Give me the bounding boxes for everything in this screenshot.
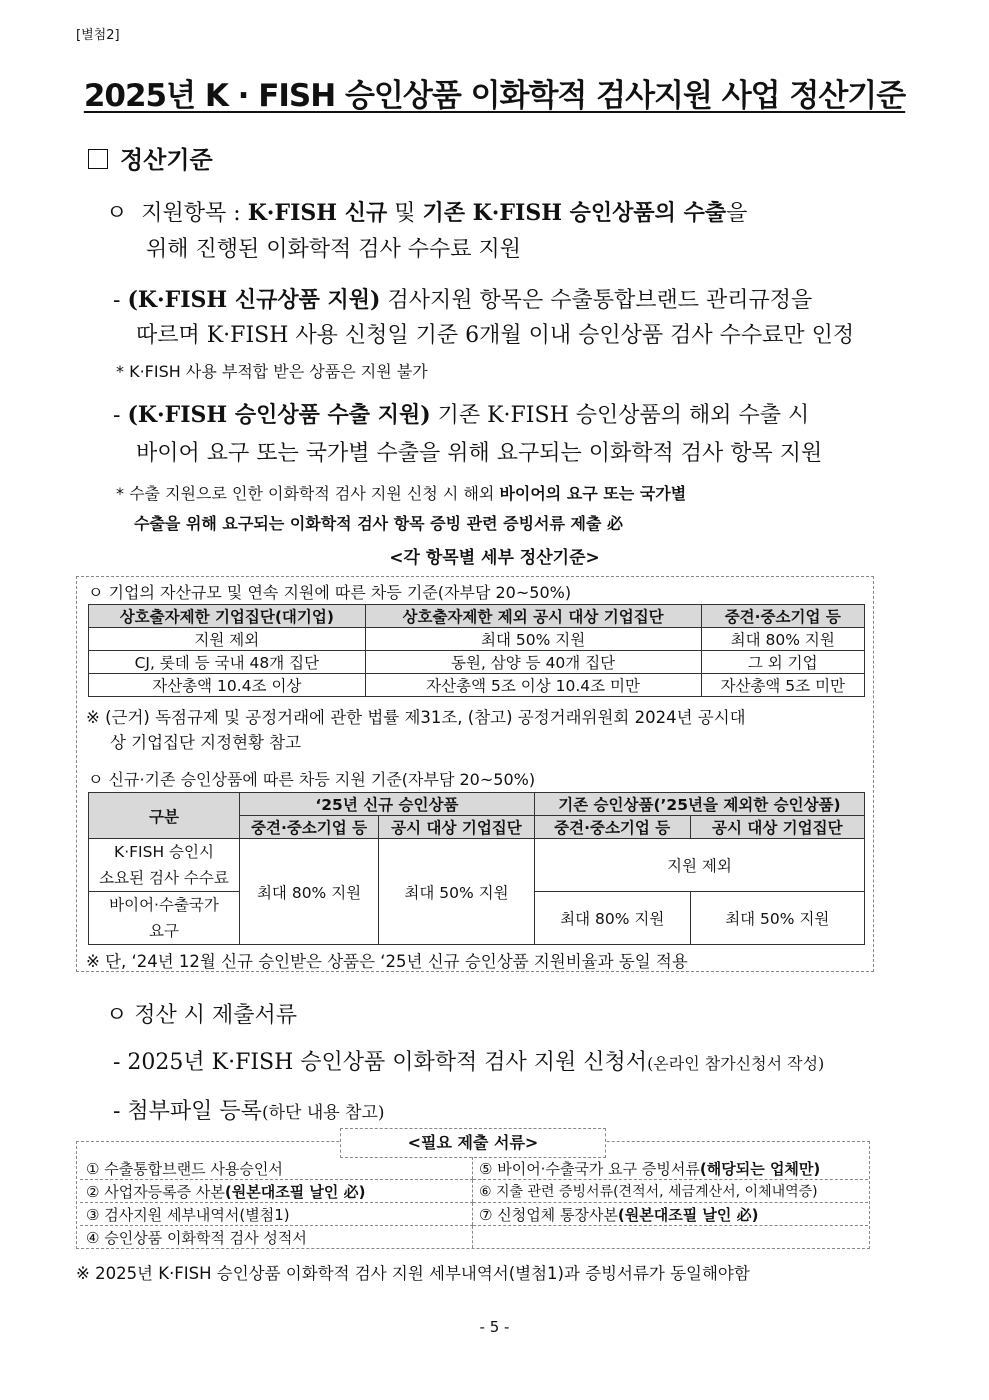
subheader-new-public: 공시 대상 기업집단 — [379, 816, 535, 839]
export-product-note-line2: 수출을 위해 요구되는 이화학적 검사 항목 증빙 관련 증빙서류 제출 必 — [134, 514, 624, 533]
page-title: 2025년 K · FISH 승인상품 이화학적 검사지원 사업 정산기준 — [83, 78, 906, 114]
section-heading — [88, 140, 213, 175]
required-docs-heading: <필요 제출 서류> — [340, 1128, 606, 1158]
required-docs-table — [80, 1157, 868, 1248]
final-note: ※ 2025년 K·FISH 승인상품 이화학적 검사 지원 세부내역서(별첨1)과 증빙서류가 동일해야함 — [76, 1264, 750, 1283]
table-row: ④ 승인상품 이화학적 검사 성적서 — [80, 1226, 868, 1249]
new-product-note: * K·FISH 사용 부적합 받은 상품은 지원 불가 — [116, 362, 428, 381]
table-row: 자산총액 10.4조 이상 자산총액 5조 이상 10.4조 미만 자산총액 5조 미만 — [89, 674, 865, 697]
header-new-products: ‘25년 신규 승인상품 — [240, 793, 535, 816]
new-product-line2: 따르며 K·FISH 사용 신청일 기준 6개월 이내 승인상품 검사 수수료만 인정 — [136, 323, 855, 348]
header-category: 구분 — [89, 793, 240, 839]
export-product-line2: 바이어 요구 또는 국가별 수출을 위해 요구되는 이화학적 검사 항목 지원 — [136, 441, 823, 466]
asset-note-line2: 상 기업집단 지정현황 참고 — [110, 733, 302, 752]
header-public-group: 상호출자제한 제외 공시 대상 기업집단 — [365, 605, 701, 628]
header-large-group: 상호출자제한 기업집단(대기업) — [89, 605, 366, 628]
new-sme-value: 최대 80% 지원 — [240, 839, 379, 945]
subheader-old-sme: 중견·중소기업 등 — [534, 816, 690, 839]
subheader-old-public: 공시 대상 기업집단 — [690, 816, 864, 839]
product-criteria-heading: ㅇ 신규·기존 승인상품에 따른 차등 지원 기준(자부담 20~50%) — [88, 770, 536, 789]
table-row: ① 수출통합브랜드 사용승인서 ⑤ 바이어·수출국가 요구 증빙서류(해당되는 업체만) — [80, 1157, 868, 1180]
old-row1-value: 지원 제외 — [534, 839, 864, 892]
new-public-value: 최대 50% 지원 — [379, 839, 535, 945]
page-number: - 5 - — [479, 1318, 510, 1336]
section-title: 정산기준 — [120, 146, 213, 174]
asset-criteria-table — [88, 604, 865, 697]
table-row: ② 사업자등록증 사본(원본대조필 날인 必) ⑥ 지출 관련 증빙서류(견적서, 세금계산서, 이체내역증) — [80, 1180, 868, 1203]
old-row2-sme-value: 최대 80% 지원 — [534, 892, 690, 945]
detail-heading: <각 항목별 세부 정산기준> — [389, 548, 600, 568]
table-row: ③ 검사지원 세부내역서(별첨1) ⑦ 신청업체 통장사본(원본대조필 날인 必) — [80, 1203, 868, 1226]
asset-note-line1: ※ (근거) 독점규제 및 공정거래에 관한 법률 제31조, (참고) 공정거래위원회 2024년 공시대 — [86, 708, 746, 727]
product-criteria-note: ※ 단, ‘24년 12월 신규 승인받은 상품은 ‘25년 신규 승인상품 지원비율과 동일 적용 — [86, 952, 688, 971]
row-label-buyer-request: 바이어·수출국가 요구 — [89, 892, 240, 945]
header-existing-products: 기존 승인상품(’25년을 제외한 승인상품) — [534, 793, 864, 816]
old-row2-public-value: 최대 50% 지원 — [690, 892, 864, 945]
product-criteria-table — [88, 792, 865, 945]
subheader-new-sme: 중견·중소기업 등 — [240, 816, 379, 839]
asset-criteria-heading: ㅇ 기업의 자산규모 및 연속 지원에 따른 차등 기준(자부담 20~50%) — [88, 583, 572, 602]
header-sme: 중견·중소기업 등 — [701, 605, 864, 628]
export-product-note-line1: * 수출 지원으로 인한 이화학적 검사 지원 신청 시 해외 바이어의 요구 또는 국가별 — [116, 484, 687, 503]
new-product-line1: - (K·FISH 신규상품 지원) 검사지원 항목은 수출통합브랜드 관리규정을 — [113, 287, 813, 313]
table-row: 지원 제외 최대 50% 지원 최대 80% 지원 — [89, 628, 865, 651]
table-row — [89, 839, 865, 892]
settlement-doc-item2: - 첨부파일 등록(하단 내용 참고) — [113, 1099, 385, 1124]
table-row: CJ, 롯데 등 국내 48개 집단 동원, 삼양 등 40개 집단 그 외 기업 — [89, 651, 865, 674]
checkbox-square-icon — [88, 149, 108, 169]
support-item-line1: ㅇ 지원항목 : K·FISH 신규 및 기존 K·FISH 승인상품의 수출을 — [106, 200, 748, 226]
row-label-approval-fee: K·FISH 승인시 소요된 검사 수수료 — [89, 839, 240, 892]
table-header-row — [89, 605, 865, 628]
settlement-doc-item1: - 2025년 K·FISH 승인상품 이화학적 검사 지원 신청서(온라인 참가신청서 작성) — [113, 1050, 825, 1075]
attachment-label: [별첨2] — [76, 28, 120, 43]
support-item-line2: 위해 진행된 이화학적 검사 수수료 지원 — [146, 237, 521, 262]
export-product-line1: - (K·FISH 승인상품 수출 지원) 기존 K·FISH 승인상품의 해외 수출 시 — [113, 402, 810, 428]
settlement-docs-heading: ㅇ 정산 시 제출서류 — [106, 1003, 297, 1028]
